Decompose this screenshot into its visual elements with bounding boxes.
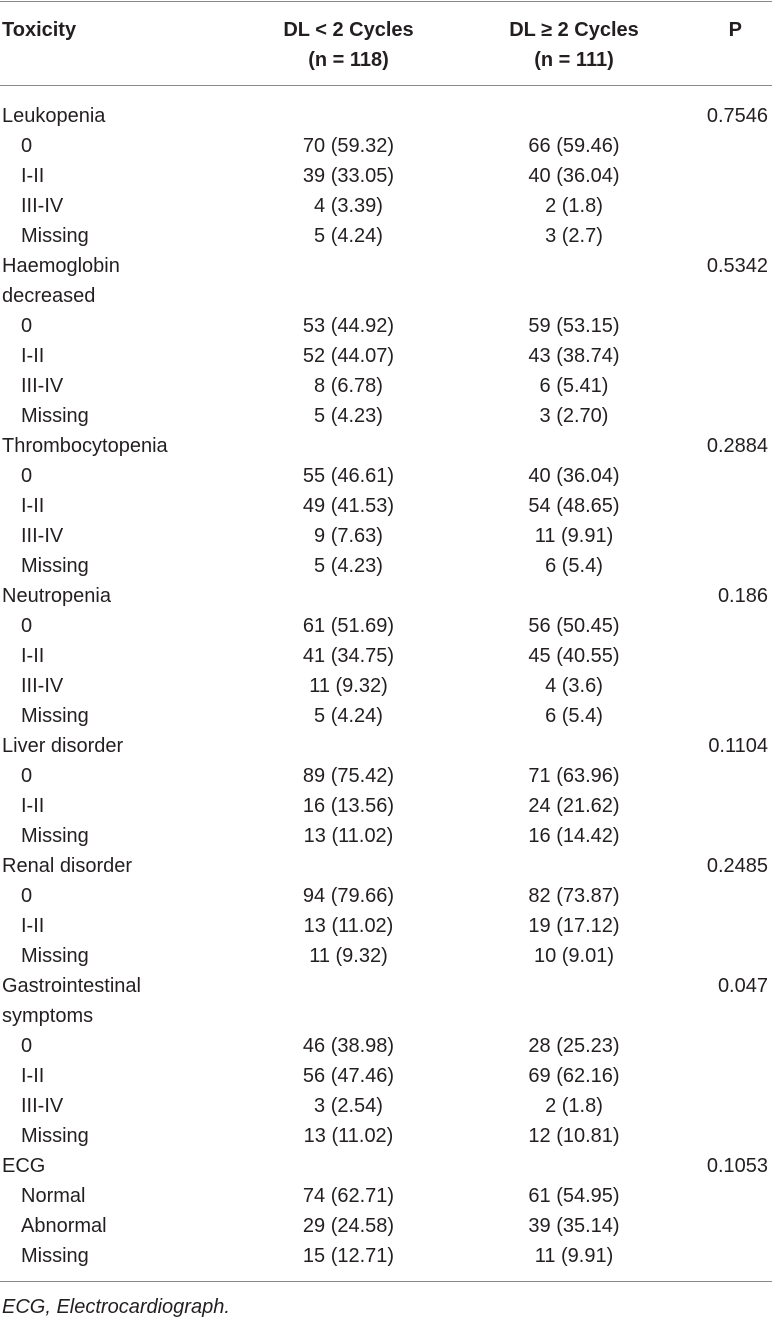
row-label: Liver disorder	[2, 735, 124, 757]
cell-dl-ge-2: 40 (36.04)	[528, 465, 620, 487]
cell-p-value: 0.047	[717, 975, 768, 997]
category-row	[0, 581, 772, 611]
header-dl-ge-2-title: DL ≥ 2 Cycles	[509, 19, 639, 41]
cell-dl-less-2: 9 (7.63)	[314, 525, 383, 547]
row-label: III-IV	[21, 675, 64, 697]
cell-p-value: 0.1053	[706, 1155, 768, 1177]
table-row	[0, 761, 772, 791]
row-label: Missing	[21, 825, 89, 847]
cell-dl-ge-2: 82 (73.87)	[528, 885, 620, 907]
cell-dl-less-2: 39 (33.05)	[302, 165, 395, 187]
cell-dl-less-2: 4 (3.39)	[314, 195, 383, 217]
table-row	[0, 311, 772, 341]
category-row	[0, 431, 772, 461]
table-row	[0, 911, 772, 941]
table-row	[0, 191, 772, 221]
row-label: 0	[21, 135, 33, 157]
cell-dl-less-2: 52 (44.07)	[302, 345, 395, 367]
toxicity-table	[0, 1, 772, 1322]
category-row	[0, 731, 772, 761]
cell-dl-ge-2: 6 (5.4)	[545, 555, 603, 577]
footnote: ECG, Electrocardiograph.	[2, 1296, 230, 1318]
cell-dl-less-2: 8 (6.78)	[314, 375, 383, 397]
cell-p-value: 0.2884	[706, 435, 768, 457]
table-row	[0, 1211, 772, 1241]
cell-dl-ge-2: 66 (59.46)	[528, 135, 620, 157]
cell-dl-ge-2: 4 (3.6)	[545, 675, 603, 697]
row-label: Missing	[21, 225, 89, 247]
table-row	[0, 161, 772, 191]
category-row	[0, 1001, 772, 1031]
header-dl-ge-2	[445, 2, 663, 75]
cell-dl-less-2: 5 (4.24)	[314, 705, 383, 727]
row-label: 0	[21, 615, 33, 637]
cell-dl-less-2: 74 (62.71)	[302, 1185, 395, 1207]
table-row	[0, 611, 772, 641]
cell-dl-less-2: 61 (51.69)	[302, 615, 395, 637]
header-dl-less-2-n: (n = 118)	[308, 49, 389, 71]
table-row	[0, 1061, 772, 1091]
row-label: ECG	[2, 1155, 46, 1177]
row-label: Missing	[21, 945, 89, 967]
cell-dl-ge-2: 69 (62.16)	[528, 1065, 620, 1087]
cell-dl-ge-2: 6 (5.41)	[539, 375, 609, 397]
table-row	[0, 641, 772, 671]
table-row	[0, 1031, 772, 1061]
cell-dl-less-2: 29 (24.58)	[302, 1215, 395, 1237]
table-row	[0, 881, 772, 911]
header-p: P	[728, 19, 742, 41]
table-row	[0, 371, 772, 401]
row-label: I-II	[21, 345, 45, 367]
cell-dl-less-2: 5 (4.23)	[314, 555, 383, 577]
cell-dl-less-2: 13 (11.02)	[303, 825, 394, 847]
cell-dl-ge-2: 12 (10.81)	[528, 1125, 620, 1147]
cell-dl-ge-2: 19 (17.12)	[528, 915, 620, 937]
cell-dl-less-2: 94 (79.66)	[302, 885, 395, 907]
cell-dl-ge-2: 11 (9.91)	[534, 1245, 614, 1267]
cell-dl-less-2: 70 (59.32)	[302, 135, 395, 157]
cell-dl-ge-2: 45 (40.55)	[528, 645, 620, 667]
cell-dl-less-2: 53 (44.92)	[302, 315, 395, 337]
cell-dl-less-2: 89 (75.42)	[302, 765, 395, 787]
cell-dl-less-2: 49 (41.53)	[302, 495, 395, 517]
table-row	[0, 701, 772, 731]
row-label: Missing	[21, 405, 89, 427]
row-label: I-II	[21, 795, 45, 817]
cell-dl-ge-2: 2 (1.8)	[545, 195, 603, 217]
row-label: Leukopenia	[2, 105, 106, 127]
cell-p-value: 0.7546	[706, 105, 768, 127]
bottom-rule	[0, 1281, 772, 1282]
row-label: I-II	[21, 1065, 45, 1087]
row-label: decreased	[2, 285, 96, 307]
table-body	[0, 86, 772, 1271]
cell-dl-less-2: 13 (11.02)	[303, 1125, 394, 1147]
row-label: III-IV	[21, 195, 64, 217]
table-row	[0, 1181, 772, 1211]
cell-dl-less-2: 5 (4.23)	[314, 405, 383, 427]
row-label: 0	[21, 315, 33, 337]
cell-p-value: 0.186	[717, 585, 768, 607]
cell-dl-less-2: 46 (38.98)	[302, 1035, 395, 1057]
table-row	[0, 821, 772, 851]
row-label: I-II	[21, 915, 45, 937]
table-row	[0, 791, 772, 821]
cell-dl-less-2: 11 (9.32)	[309, 675, 388, 697]
cell-dl-ge-2: 40 (36.04)	[528, 165, 620, 187]
category-row	[0, 281, 772, 311]
cell-dl-ge-2: 61 (54.95)	[528, 1185, 620, 1207]
row-label: Missing	[21, 555, 89, 577]
cell-dl-ge-2: 3 (2.7)	[545, 225, 603, 247]
cell-dl-ge-2: 2 (1.8)	[545, 1095, 603, 1117]
header-dl-less-2-title: DL < 2 Cycles	[283, 19, 414, 41]
row-label: Thrombocytopenia	[2, 435, 168, 457]
table-row	[0, 941, 772, 971]
cell-dl-ge-2: 59 (53.15)	[528, 315, 620, 337]
cell-dl-less-2: 55 (46.61)	[302, 465, 395, 487]
row-label: 0	[21, 1035, 33, 1057]
row-label: 0	[21, 885, 33, 907]
table-row	[0, 671, 772, 701]
cell-p-value: 0.2485	[706, 855, 768, 877]
header-dl-less-2	[212, 2, 445, 75]
row-label: I-II	[21, 495, 45, 517]
table-row	[0, 461, 772, 491]
category-row	[0, 851, 772, 881]
table-row	[0, 491, 772, 521]
cell-dl-ge-2: 54 (48.65)	[528, 495, 620, 517]
row-label: Abnormal	[21, 1215, 107, 1237]
cell-dl-ge-2: 71 (63.96)	[528, 765, 620, 787]
table-row	[0, 221, 772, 251]
cell-dl-ge-2: 24 (21.62)	[528, 795, 620, 817]
cell-dl-less-2: 41 (34.75)	[302, 645, 395, 667]
cell-dl-less-2: 56 (47.46)	[302, 1065, 395, 1087]
row-label: Haemoglobin	[2, 255, 120, 277]
category-row	[0, 101, 772, 131]
row-label: 0	[21, 465, 33, 487]
row-label: Neutropenia	[2, 585, 111, 607]
category-row	[0, 971, 772, 1001]
row-label: Gastrointestinal	[2, 975, 141, 997]
table-row	[0, 1121, 772, 1151]
row-label: Missing	[21, 1245, 89, 1267]
cell-dl-ge-2: 56 (50.45)	[528, 615, 620, 637]
table-row	[0, 401, 772, 431]
cell-dl-ge-2: 43 (38.74)	[528, 345, 620, 367]
row-label: III-IV	[21, 1095, 64, 1117]
table-row	[0, 341, 772, 371]
row-label: symptoms	[2, 1005, 94, 1027]
cell-dl-less-2: 13 (11.02)	[303, 915, 394, 937]
row-label: III-IV	[21, 375, 64, 397]
cell-dl-less-2: 15 (12.71)	[302, 1245, 395, 1267]
table-row	[0, 131, 772, 161]
row-label: Renal disorder	[2, 855, 133, 877]
header-dl-ge-2-n: (n = 111)	[534, 49, 614, 71]
table-row	[0, 521, 772, 551]
table-row	[0, 1241, 772, 1271]
table-row	[0, 1091, 772, 1121]
header-toxicity: Toxicity	[2, 19, 77, 41]
cell-dl-less-2: 5 (4.24)	[314, 225, 383, 247]
cell-dl-less-2: 11 (9.32)	[309, 945, 388, 967]
cell-dl-ge-2: 11 (9.91)	[534, 525, 614, 547]
cell-dl-ge-2: 16 (14.42)	[528, 825, 620, 847]
row-label: I-II	[21, 645, 45, 667]
cell-dl-ge-2: 6 (5.4)	[545, 705, 603, 727]
row-label: III-IV	[21, 525, 64, 547]
table-row	[0, 551, 772, 581]
cell-p-value: 0.1104	[708, 735, 768, 757]
cell-dl-less-2: 3 (2.54)	[314, 1095, 383, 1117]
row-label: 0	[21, 765, 33, 787]
row-label: Normal	[21, 1185, 86, 1207]
category-row	[0, 1151, 772, 1181]
row-label: Missing	[21, 1125, 89, 1147]
table-header	[0, 2, 772, 86]
cell-dl-ge-2: 10 (9.01)	[533, 945, 615, 967]
cell-dl-ge-2: 39 (35.14)	[528, 1215, 620, 1237]
cell-dl-ge-2: 3 (2.70)	[539, 405, 609, 427]
row-label: Missing	[21, 705, 89, 727]
category-row	[0, 251, 772, 281]
row-label: I-II	[21, 165, 45, 187]
cell-p-value: 0.5342	[706, 255, 768, 277]
cell-dl-ge-2: 28 (25.23)	[528, 1035, 620, 1057]
cell-dl-less-2: 16 (13.56)	[302, 795, 395, 817]
